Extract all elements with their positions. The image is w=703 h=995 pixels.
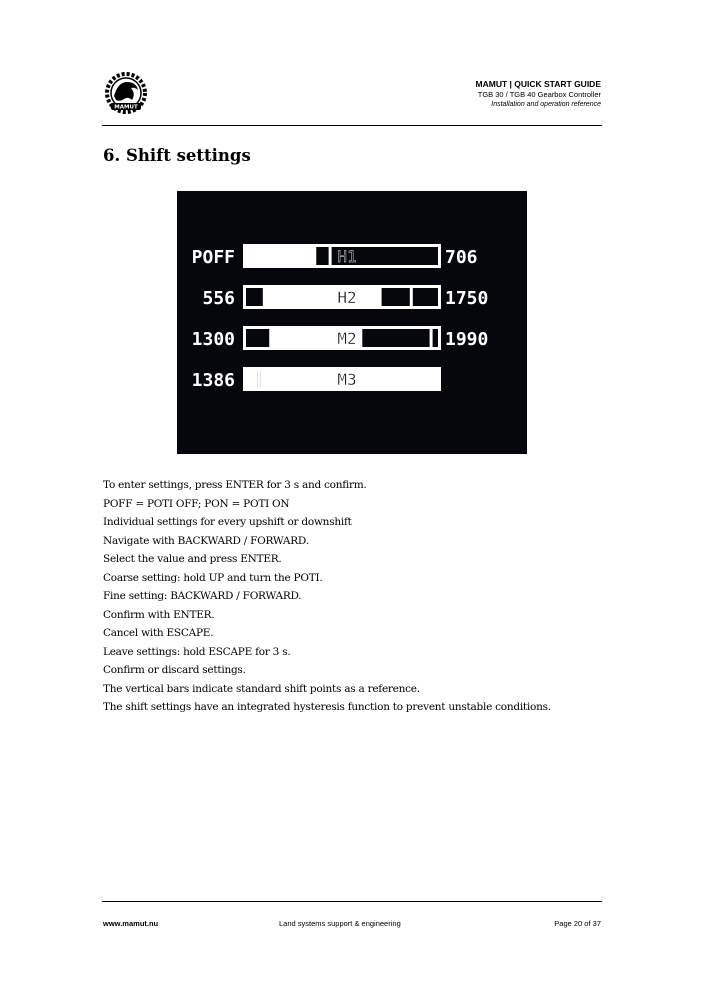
instruction-line: The shift settings have an integrated hysteresis function to prevent unstable conditions.: [103, 701, 551, 713]
instruction-line: To enter settings, press ENTER for 3 s and confirm.: [103, 479, 367, 491]
footer-divider: [102, 901, 602, 902]
lcd-left-value: 1386: [191, 370, 235, 391]
instruction-line: Select the value and press ENTER.: [103, 553, 282, 565]
instruction-line: Confirm with ENTER.: [103, 608, 215, 621]
lcd-bar-fill: [243, 244, 316, 268]
lcd-right-value: 1750: [445, 288, 489, 309]
instruction-line: Coarse setting: hold UP and turn the POTI.: [103, 571, 323, 584]
lcd-gear-label: M2: [337, 329, 357, 348]
lcd-bar-marker: [257, 370, 260, 388]
lcd-bar-fill: [263, 285, 382, 309]
header-divider: [102, 125, 602, 126]
instruction-line: POFF = POTI OFF; PON = POTI ON: [103, 497, 290, 510]
footer-center-text: Land systems support & engineering: [279, 919, 401, 928]
lcd-gear-label: H1: [337, 247, 357, 266]
lcd-screen: [177, 191, 527, 454]
svg-text:MAMUT: MAMUT: [114, 104, 138, 111]
lcd-gear-label: M3: [337, 370, 357, 389]
lcd-bar-marker: [430, 329, 433, 347]
lcd-right-value: 1990: [445, 329, 489, 350]
section-title: 6. Shift settings: [103, 146, 251, 165]
lcd-right-value: 706: [445, 247, 478, 268]
header-subtitle: TGB 30 / TGB 40 Gearbox Controller: [477, 90, 601, 99]
gear-logo-icon: [100, 70, 152, 116]
instruction-line: Navigate with BACKWARD / FORWARD.: [103, 534, 309, 547]
document-header: [476, 79, 601, 110]
footer-website[interactable]: www.mamut.nu: [103, 919, 159, 928]
lcd-gear-label: H2: [337, 288, 357, 307]
lcd-display-photo: [177, 191, 527, 454]
lcd-bar-marker: [329, 247, 332, 265]
instruction-line: Leave settings: hold ESCAPE for 3 s.: [103, 645, 291, 658]
instruction-line: Confirm or discard settings.: [103, 664, 246, 676]
header-tagline: Installation and operation reference: [491, 101, 601, 108]
footer-page-number: Page 20 of 37: [554, 919, 601, 928]
instruction-list: [103, 476, 551, 717]
lcd-left-value: 556: [202, 288, 235, 309]
header-title: MAMUT | QUICK START GUIDE: [475, 79, 601, 89]
lcd-left-value: 1300: [191, 329, 235, 350]
instruction-line: Cancel with ESCAPE.: [103, 627, 214, 639]
instruction-line: Individual settings for every upshift or downshift: [103, 516, 352, 528]
lcd-bar-marker: [410, 288, 413, 306]
instruction-line: The vertical bars indicate standard shift points as a reference.: [103, 682, 420, 695]
lcd-left-value: POFF: [191, 247, 235, 268]
instruction-line: Fine setting: BACKWARD / FORWARD.: [103, 590, 302, 602]
